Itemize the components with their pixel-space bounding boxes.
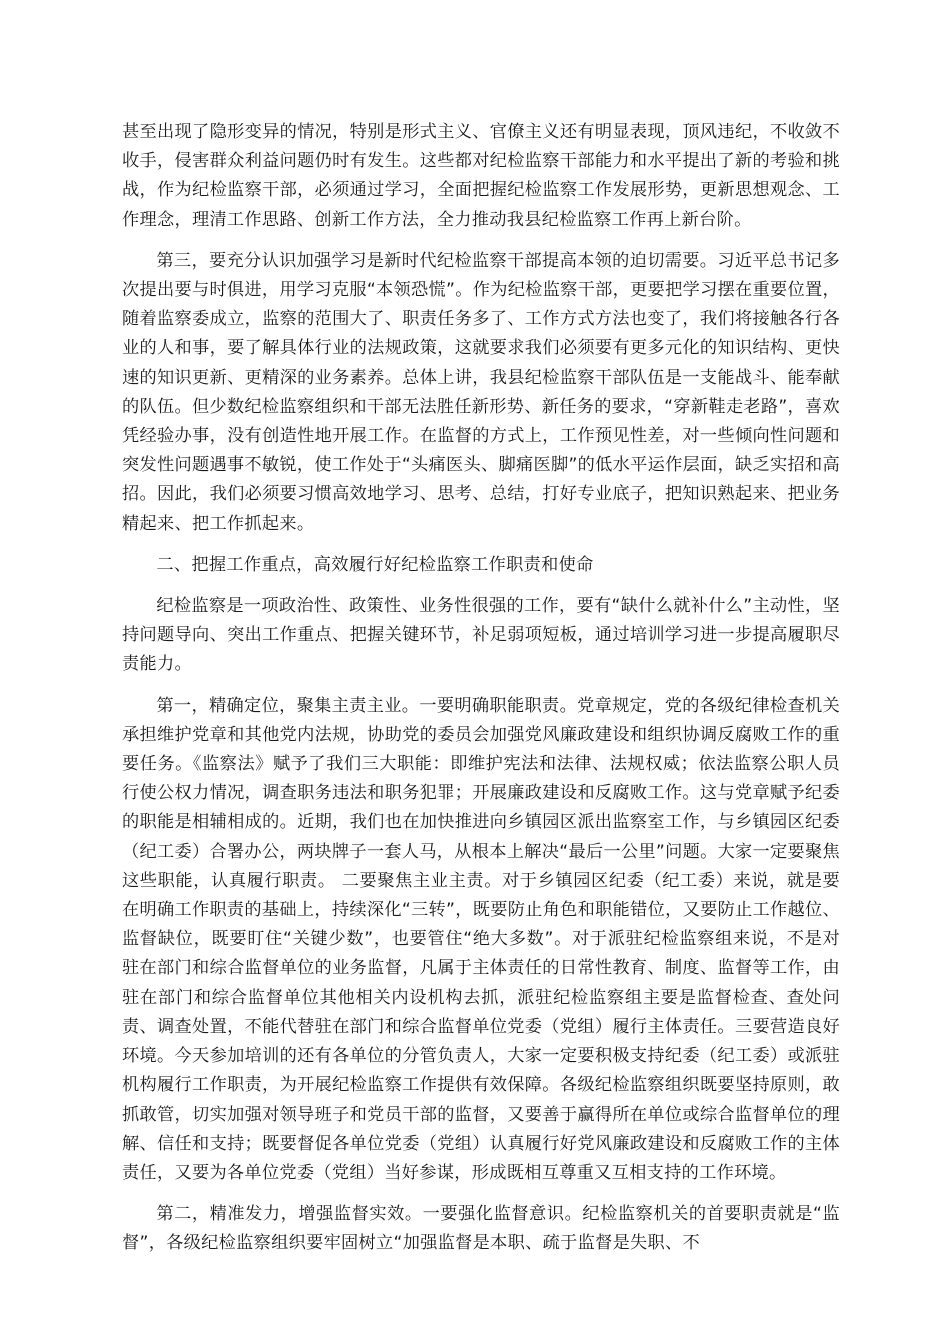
document-page: [122, 118, 840, 1259]
paragraph-continued: 甚至出现了隐形变异的情况，特别是形式主义、官僚主义还有明显表现，顶风违纪，不收敛不收手，侵害群众利益问题仍时有发生。这些都对纪检监察干部能力和水平提出了新的考验和挑战，作为纪检监察干部，必须通过学习，全面把握纪检监察工作发展形势，更新思想观念、工作理念，理清工作思路、创新工作方法，全力推动我县纪检监察工作再上新台阶。: [122, 122, 840, 230]
paragraph-intro: 纪检监察是一项政治性、政策性、业务性很强的工作，要有“缺什么就补什么”主动性，坚持问题导向、突出工作重点、把握关键环节，补足弱项短板，通过培训学习进一步提高履职尽责能力。: [122, 596, 840, 675]
paragraph-first-point: 第一，精确定位，聚集主责主业。一要明确职能职责。党章规定，党的各级纪律检查机关承担维护党章和其他党内法规，协助党的委员会加强党风廉政建设和组织协调反腐败工作的重要任务。《监察法》赋予了我们三大职能：即维护宪法和法律、法规权威；依法监察公职人员行使公权力情况，调查职务违法和职务犯罪；开展廉政建设和反腐败工作。这与党章赋予纪委的职能是相辅相成的。近期，我们也在加快推进向乡镇园区派出监察室工作，与乡镇园区纪委（纪工委）合署办公，两块牌子一套人马，从根本上解决“最后一公里”问题。大家一定要聚焦这些职能，认真履行职责。 二要聚焦主业主责。对于乡镇园区纪委（纪工委）来说，就是要在明确工作职责的基础上，持续深化“三转”，既要防止角色和职能错位，又要防止工作越位、监督缺位，既要盯住“关键少数”，也要管住“绝大多数”。对于派驻纪检监察组来说，不是对驻在部门和综合监督单位的业务监督，凡属于主体责任的日常性教育、制度、监督等工作，由驻在部门和综合监督单位其他相关内设机构去抓，派驻纪检监察组主要是监督检查、查处问责、调查处置，不能代替驻在部门和综合监督单位党委（党组）履行主体责任。三要营造良好环境。今天参加培训的还有各单位的分管负责人，大家一定要积极支持纪委（纪工委）或派驻机构履行工作职责，为开展纪检监察工作提供有效保障。各级纪检监察组织既要坚持原则，敢抓敢管，切实加强对领导班子和党员干部的监督，又要善于赢得所在单位或综合监督单位的理解、信任和支持；既要督促各单位党委（党组）认真履行好党风廉政建设和反腐败工作的主体责任，又要为各单位党委（党组）当好参谋，形成既相互尊重又互相支持的工作环境。: [122, 695, 840, 1183]
paragraph-third-point: 第三，要充分认识加强学习是新时代纪检监察干部提高本领的迫切需要。习近平总书记多次提出要与时俱进，用学习克服“本领恐慌”。作为纪检监察干部，更要把学习摆在重要位置，随着监察委成立，监察的范围大了、职责任务多了、工作方式方法也变了，我们将接触各行各业的人和事，要了解具体行业的法规政策，这就要求我们必须要有更多元化的知识结构、更快速的知识更新、更精深的业务素养。总体上讲，我县纪检监察干部队伍是一支能战斗、能奉献的队伍。但少数纪检监察组织和干部无法胜任新形势、新任务的要求，“穿新鞋走老路”，喜欢凭经验办事，没有创造性地开展工作。在监督的方式上，工作预见性差，对一些倾向性问题和突发性问题遇事不敏锐，使工作处于“头痛医头、脚痛医脚”的低水平运作层面，缺乏实招和高招。因此，我们必须要习惯高效地学习、思考、总结，打好专业底子，把知识熟起来、把业务精起来、把工作抓起来。: [122, 250, 840, 534]
paragraph-second-point: 第二，精准发力，增强监督实效。一要强化监督意识。纪检监察机关的首要职责就是“监督”，各级纪检监察组织要牢固树立“加强监督是本职、疏于监督是失职、不: [122, 1204, 840, 1254]
section-heading-two: 二、把握工作重点，高效履行好纪检监察工作职责和使命: [156, 554, 594, 575]
